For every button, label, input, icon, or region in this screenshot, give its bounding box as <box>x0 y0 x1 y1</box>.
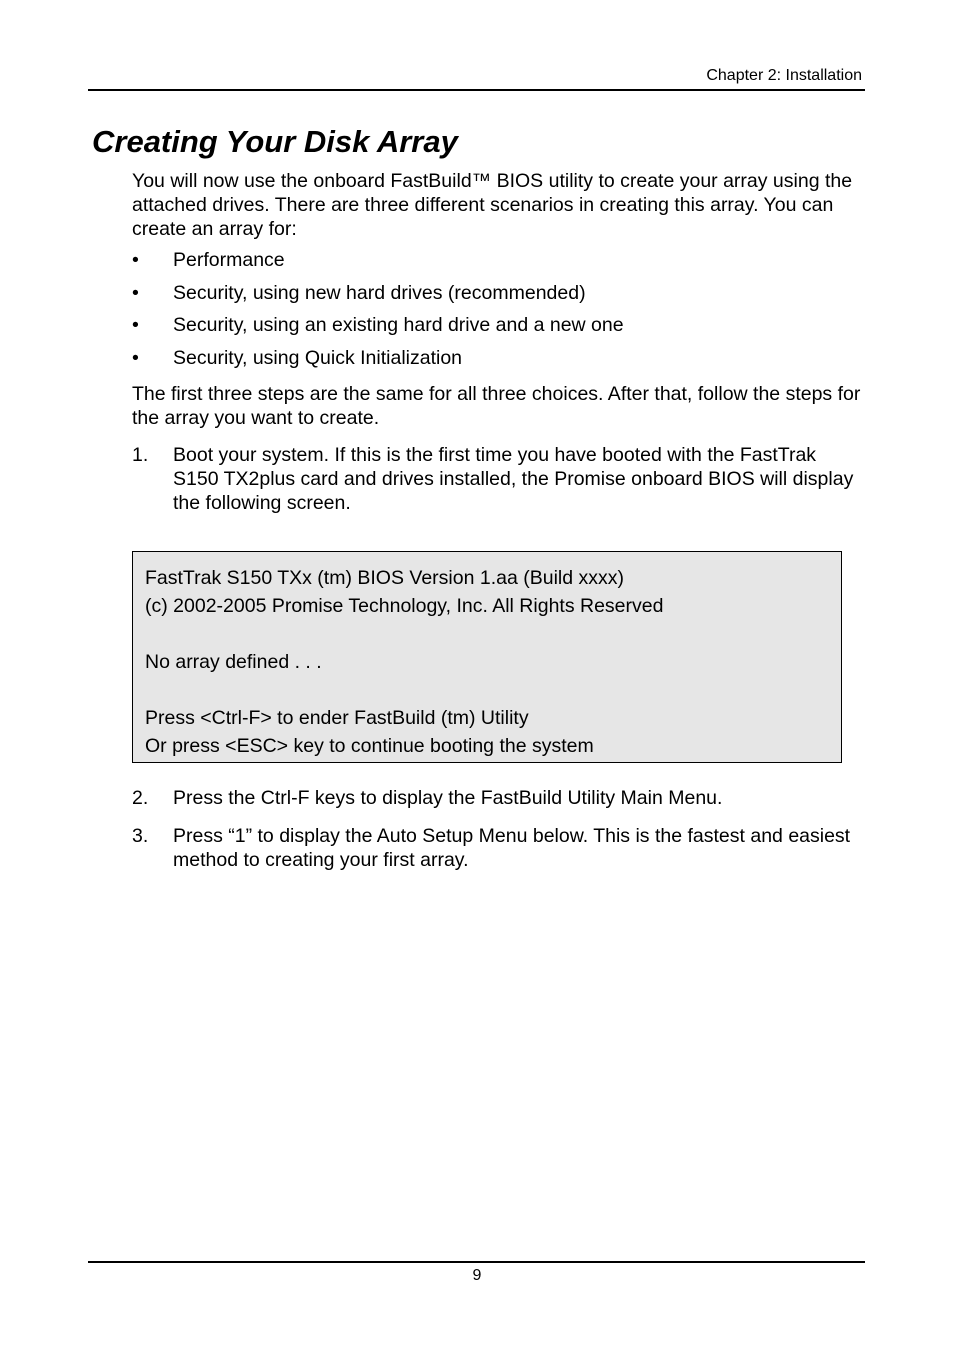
list-item <box>132 346 862 370</box>
step-text: Boot your system. If this is the first time you have booted with the FastTrak S150 TX2plus card and drives installed, the Promise onboard BIOS will display the following screen. <box>173 444 854 514</box>
bios-version-line: FastTrak S150 TXx (tm) BIOS Version 1.aa (Build xxxx) <box>145 567 624 589</box>
step-text: Press the Ctrl-F keys to display the FastBuild Utility Main Menu. <box>173 787 723 809</box>
scenario-list <box>132 248 862 378</box>
step-3 <box>132 824 862 872</box>
step-1 <box>132 443 862 515</box>
list-item <box>132 281 862 305</box>
list-item-text: Performance <box>173 249 285 271</box>
footer-rule <box>88 1261 865 1263</box>
step-number: 2. <box>132 787 149 809</box>
bullet-icon: • <box>132 249 139 271</box>
intro-paragraph: You will now use the onboard FastBuild™ BIOS utility to create your array using the attached drives. There are three different scenarios in creating this array. You can create an array for: <box>132 170 853 240</box>
page-number: 9 <box>472 1267 482 1284</box>
bullet-icon: • <box>132 346 139 369</box>
bullet-icon: • <box>132 314 139 336</box>
step-2 <box>132 786 862 810</box>
header-rule <box>88 89 865 91</box>
step-text: Press “1” to display the Auto Setup Menu below. This is the fastest and easiest method to creating your first array. <box>173 825 851 871</box>
bios-status-line: No array defined . . . <box>145 651 322 673</box>
bios-esc-line: Or press <ESC> key to continue booting the system <box>145 735 594 757</box>
list-item <box>132 248 862 272</box>
list-item-text: Security, using new hard drives (recommended) <box>173 281 586 304</box>
bullet-icon: • <box>132 281 139 304</box>
bios-copyright-line: (c) 2002-2005 Promise Technology, Inc. All Rights Reserved <box>145 595 664 617</box>
bios-ctrl-f-line: Press <Ctrl-F> to ender FastBuild (tm) Utility <box>145 707 529 729</box>
step-number: 3. <box>132 825 149 847</box>
bios-screen <box>132 551 842 763</box>
list-item-text: Security, using an existing hard drive and a new one <box>173 314 624 336</box>
step-number: 1. <box>132 444 149 466</box>
page-title: Creating Your Disk Array <box>92 124 458 159</box>
steps-intro-paragraph: The first three steps are the same for all three choices. After that, follow the steps for the array you want to create. <box>132 383 861 429</box>
list-item <box>132 313 862 337</box>
list-item-text: Security, using Quick Initialization <box>173 346 463 369</box>
running-header: Chapter 2: Installation <box>706 67 862 84</box>
